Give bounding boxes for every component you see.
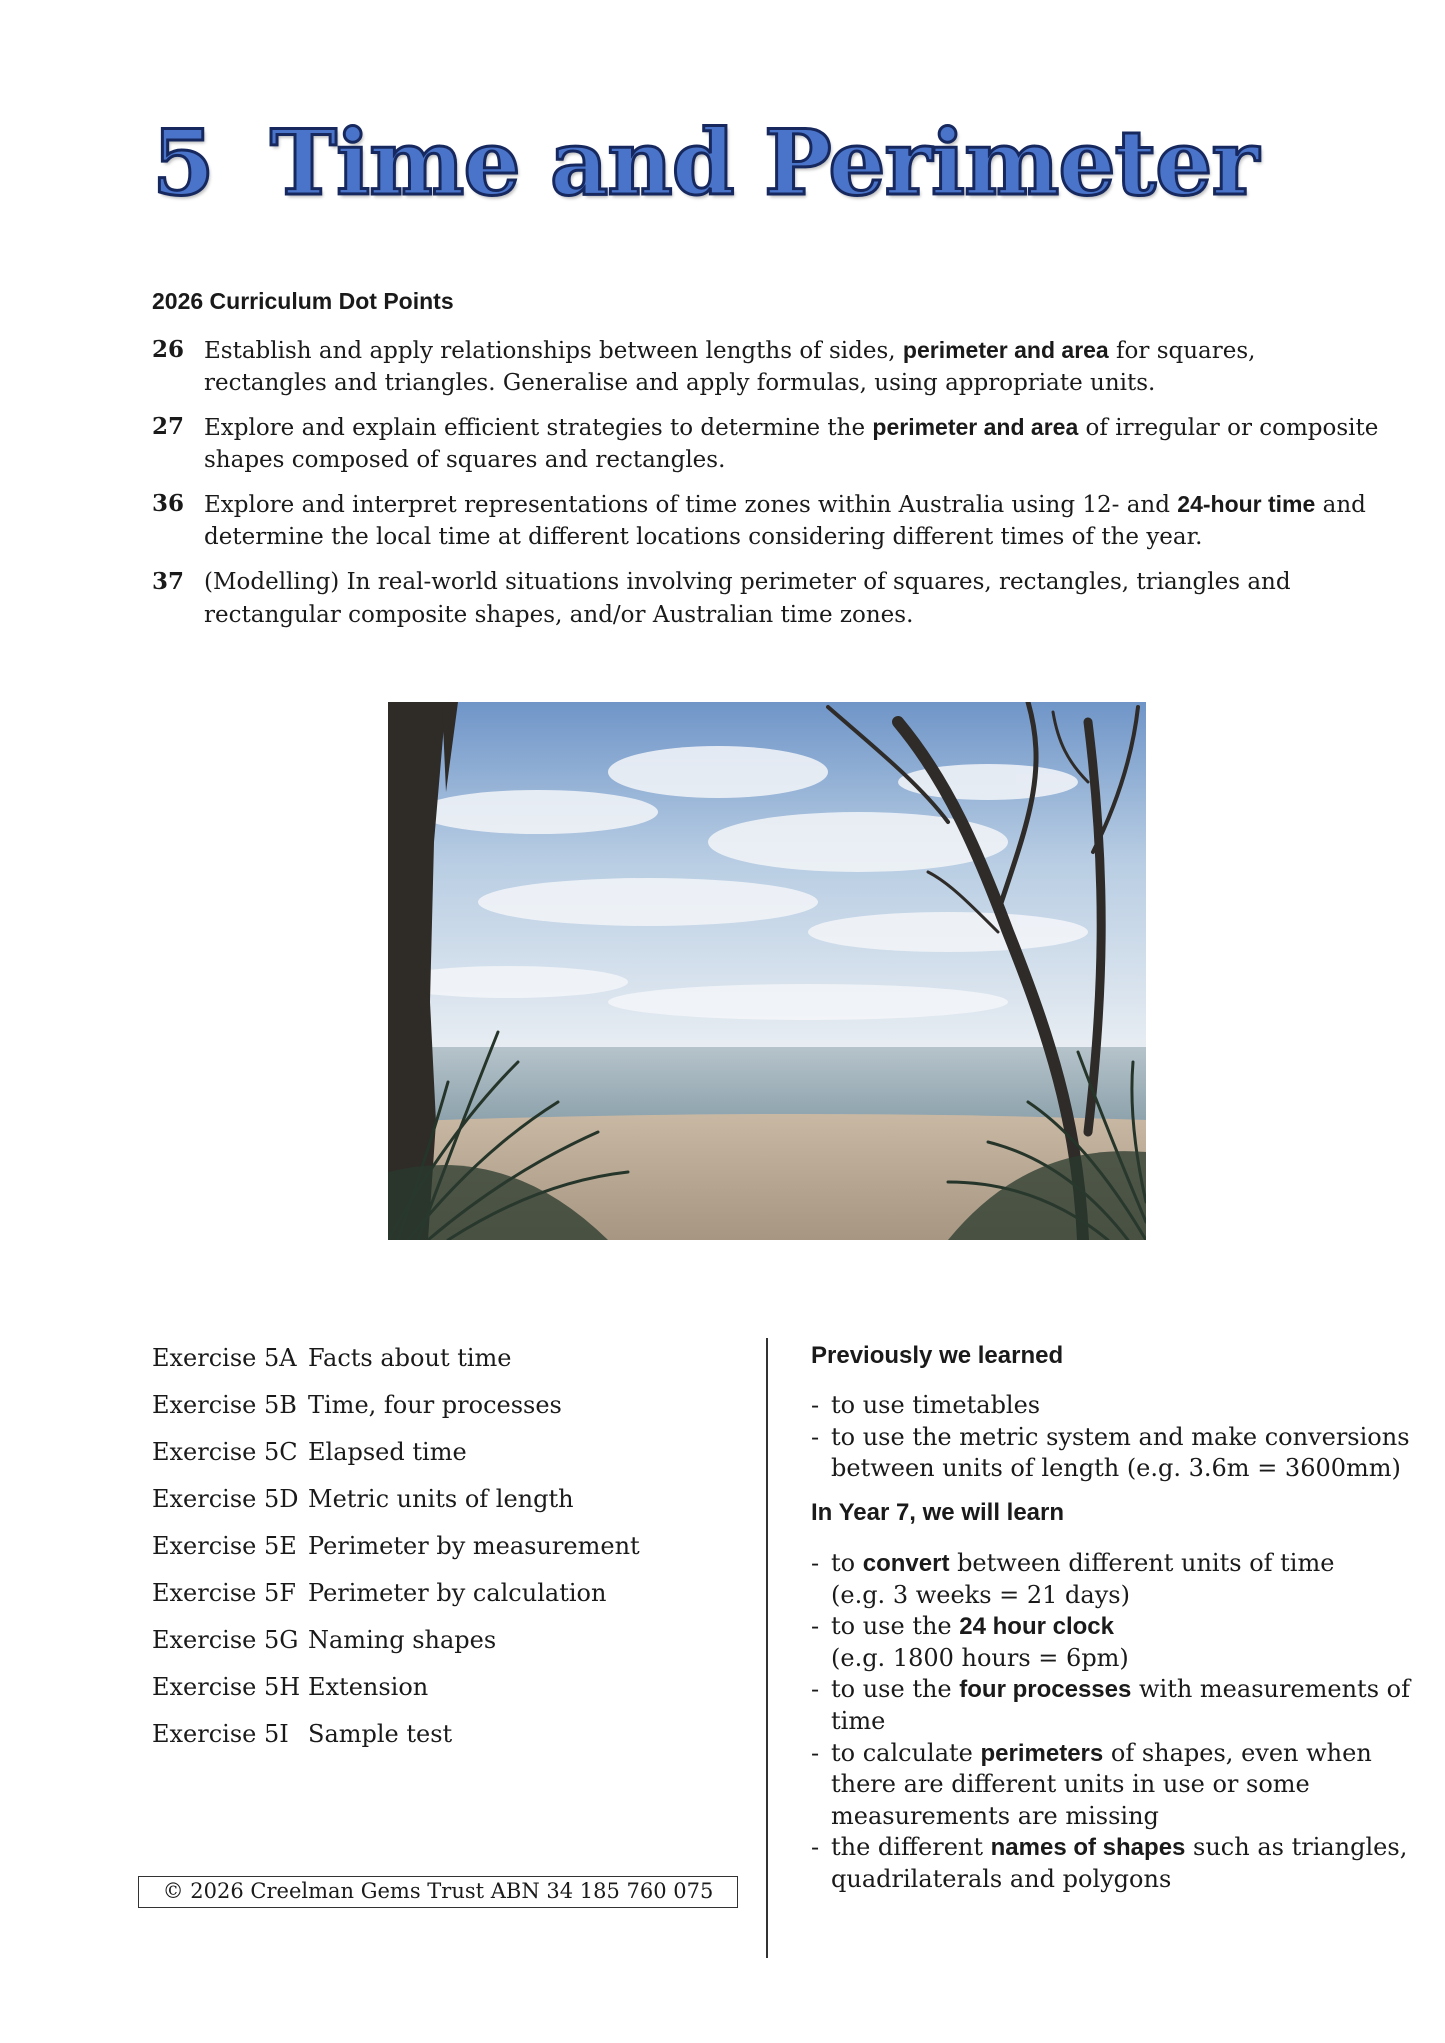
exercise-item — [152, 1342, 640, 1389]
exercise-item — [152, 1436, 640, 1483]
exercise-item — [152, 1530, 640, 1577]
exercise-code: Exercise 5A — [152, 1344, 297, 1372]
exercise-item — [152, 1671, 640, 1718]
copyright-box: © 2026 Creelman Gems Trust ABN 34 185 760 075 — [138, 1876, 738, 1908]
exercise-title: Elapsed time — [308, 1438, 467, 1466]
curriculum-point — [152, 334, 1382, 399]
curriculum-point — [152, 411, 1382, 476]
exercise-item — [152, 1624, 640, 1671]
curriculum-point — [152, 488, 1382, 553]
curriculum-heading: 2026 Curriculum Dot Points — [152, 288, 454, 314]
exercise-code: Exercise 5I — [152, 1720, 289, 1748]
curriculum-point — [152, 566, 1382, 631]
exercise-code: Exercise 5C — [152, 1438, 298, 1466]
exercise-title: Naming shapes — [308, 1626, 497, 1654]
exercise-title: Time, four processes — [308, 1391, 562, 1419]
list-item: - to use the four processes with measurements of time — [811, 1675, 1410, 1735]
exercise-item — [152, 1577, 640, 1624]
exercise-code: Exercise 5B — [152, 1391, 297, 1419]
exercise-code: Exercise 5H — [152, 1673, 301, 1701]
point-text: Establish and apply relationships between lengths of sides, perimeter and area for squares, rectangles and triangles. Generalise and apply formulas, using appropriate units. — [204, 337, 1256, 396]
exercise-code: Exercise 5F — [152, 1579, 296, 1607]
exercise-title: Extension — [308, 1673, 429, 1701]
point-number: 27 — [152, 413, 185, 440]
exercise-code: Exercise 5G — [152, 1626, 299, 1654]
exercise-title: Perimeter by measurement — [308, 1532, 640, 1560]
point-number: 36 — [152, 490, 185, 517]
previously-heading: Previously we learned — [811, 1342, 1064, 1369]
column-divider — [766, 1338, 768, 1958]
exercise-code: Exercise 5D — [152, 1485, 299, 1513]
exercise-list — [152, 1342, 640, 1765]
exercise-title: Facts about time — [308, 1344, 512, 1372]
exercise-item — [152, 1718, 640, 1765]
list-item: - to use the 24 hour clock (e.g. 1800 hours = 6pm) — [811, 1612, 1129, 1672]
point-text: (Modelling) In real-world situations involving perimeter of squares, rectangles, triangles and rectangular composite shapes, and/or Australian time zones. — [204, 569, 1291, 628]
chapter-number: 5 — [152, 110, 214, 216]
list-item: - the different names of shapes such as triangles, quadrilaterals and polygons — [811, 1833, 1408, 1893]
point-number: 26 — [152, 336, 185, 363]
previously-list — [811, 1390, 1411, 1485]
chapter-title: Time and Perimeter — [270, 110, 1258, 216]
chapter-heading — [152, 110, 1258, 216]
year7-list — [811, 1548, 1411, 1896]
list-item: - to use timetables — [811, 1391, 1041, 1419]
point-text: Explore and explain efficient strategies to determine the perimeter and area of irregular or composite shapes composed of squares and rectangles. — [204, 414, 1379, 473]
list-item: - to use the metric system and make conversions between units of length (e.g. 3.6m = 3600mm) — [811, 1422, 1410, 1483]
point-number: 37 — [152, 568, 185, 595]
exercise-code: Exercise 5E — [152, 1532, 297, 1560]
exercise-title: Perimeter by calculation — [308, 1579, 607, 1607]
point-text: Explore and interpret representations of time zones within Australia using 12- and 24-hour time and determine the local time at different locations considering different times of the year. — [204, 491, 1366, 550]
list-item: - to convert between different units of time (e.g. 3 weeks = 21 days) — [811, 1549, 1335, 1609]
beach-photo — [388, 702, 1146, 1240]
exercise-title: Sample test — [308, 1720, 453, 1748]
list-item: - to calculate perimeters of shapes, even when there are different units in use or some measurements are missing — [811, 1738, 1372, 1830]
year7-heading: In Year 7, we will learn — [811, 1499, 1065, 1526]
exercise-item — [152, 1389, 640, 1436]
exercise-title: Metric units of length — [308, 1485, 574, 1513]
exercise-item — [152, 1483, 640, 1530]
